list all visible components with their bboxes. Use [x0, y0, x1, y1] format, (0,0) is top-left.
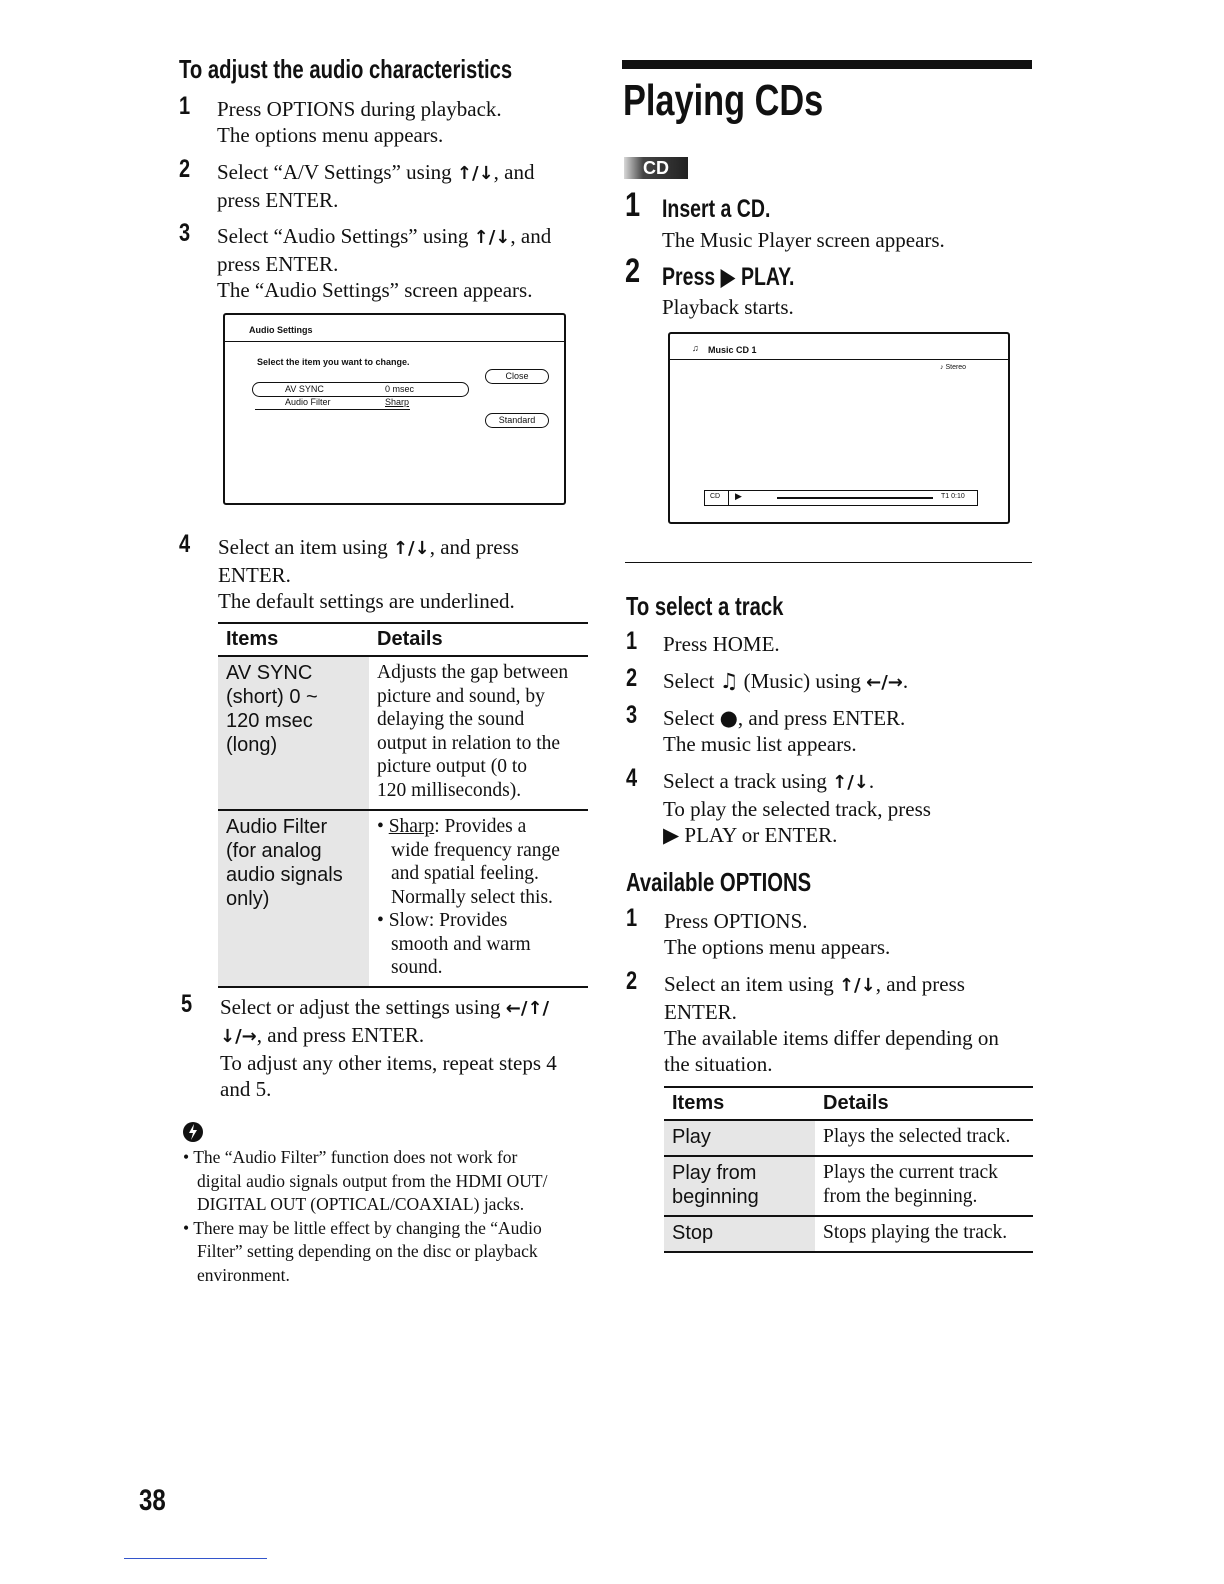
step-number: 3: [626, 701, 638, 729]
playback-bar: [704, 490, 978, 506]
table-item-cell: Play from beginning: [664, 1156, 815, 1216]
play-icon: ▶: [720, 262, 736, 291]
setting-value: Sharp: [385, 397, 410, 407]
play-icon: ▶: [663, 823, 680, 847]
table-row: [218, 810, 588, 987]
options-table: [664, 1086, 1033, 1253]
screen-title: Music CD 1: [708, 345, 757, 355]
step-number: 2: [626, 664, 638, 692]
audio-settings-screen: [223, 313, 566, 505]
step-text: Press HOME.: [663, 632, 780, 656]
table-row: [664, 1216, 1033, 1252]
step-number: 3: [179, 219, 191, 247]
stereo-indicator: ♪ Stereo: [940, 364, 967, 371]
section-heading-select-track: To select a track: [626, 591, 784, 621]
section-heading-audio: To adjust the audio characteristics: [179, 54, 513, 84]
step-number: 1: [179, 92, 191, 120]
table-detail-cell: Plays the selected track.: [815, 1120, 1033, 1156]
table-detail-cell: Stops playing the track.: [815, 1216, 1033, 1252]
footer-rule: [124, 1558, 267, 1559]
cd-label: CD: [710, 493, 721, 500]
table-item-cell: Audio Filter (for analog audio signals only): [218, 810, 369, 987]
page-title: Playing CDs: [623, 76, 824, 125]
table-header: Items: [218, 623, 369, 656]
step-text: Press OPTIONS. The options menu appears.: [664, 909, 891, 959]
hint-icon: [181, 1120, 205, 1149]
step-text: Select an item using ↑/↓, and press ENTER. The available items differ depending on the situation.: [664, 972, 999, 1076]
page-number: 38: [139, 1484, 166, 1517]
table-header: Details: [815, 1087, 1033, 1120]
section-divider: [625, 562, 1032, 563]
table-header: Details: [369, 623, 588, 656]
step-text: Press OPTIONS during playback. The options menu appears.: [217, 97, 502, 147]
table-row: [664, 1156, 1033, 1216]
step-heading: Insert a CD.: [662, 195, 771, 223]
music-player-screen: [668, 332, 1010, 524]
step-number: 4: [179, 530, 191, 558]
section-heading-options: Available OPTIONS: [626, 867, 812, 897]
time-display: T1 0:10: [941, 493, 965, 500]
standard-button[interactable]: Standard: [485, 413, 549, 428]
step-number: 5: [181, 990, 193, 1018]
music-note-icon: ♫: [692, 343, 699, 353]
setting-label: Audio Filter: [285, 397, 331, 407]
step-number: 1: [626, 627, 638, 655]
table-row: [664, 1120, 1033, 1156]
step-number: 4: [626, 764, 638, 792]
title-bar: [622, 60, 1032, 69]
step-text: The Music Player screen appears.: [662, 228, 945, 252]
step-number: 1: [625, 186, 641, 224]
up-down-arrow-icon: ↑/↓: [456, 163, 494, 184]
screen-prompt: Select the item you want to change.: [257, 357, 410, 367]
table-row: [218, 656, 588, 810]
table-detail-cell: • Sharp: Provides a wide frequency range and spatial feeling. Normally select this. • Slow: Provides smooth and warm sound.: [369, 810, 588, 987]
left-right-arrow-icon: ←/→: [866, 672, 903, 693]
step-heading: Press ▶ PLAY.: [662, 262, 795, 291]
up-down-arrow-icon: ↑/↓: [838, 975, 876, 996]
step-text: Select a track using ↑/↓. To play the selected track, press ▶ PLAY or ENTER.: [663, 769, 931, 847]
up-down-arrow-icon: ↑/↓: [832, 772, 869, 793]
notes-list: • The “Audio Filter” function does not work for digital audio signals output from the HDMI OUT/ DIGITAL OUT (OPTICAL/COAXIAL) jacks. • There may be little effect by changing the “Audio Filter” setting depending on the disc or playback environment.: [183, 1146, 593, 1287]
table-item-cell: Play: [664, 1120, 815, 1156]
arrow-keys-icon: ↓/→: [220, 1026, 257, 1047]
setting-label: AV SYNC: [285, 384, 324, 394]
table-header: Items: [664, 1087, 815, 1120]
step-text: Select “Audio Settings” using ↑/↓, and press ENTER. The “Audio Settings” screen appears.: [217, 224, 552, 302]
step-number: 2: [625, 252, 641, 290]
setting-value: 0 msec: [385, 384, 415, 394]
table-detail-cell: Plays the current track from the beginning.: [815, 1156, 1033, 1216]
note-item: • The “Audio Filter” function does not work for: [183, 1147, 518, 1167]
arrow-keys-icon: ←/↑/: [505, 998, 550, 1019]
step-number: 2: [179, 155, 191, 183]
close-button[interactable]: Close: [485, 369, 549, 384]
step-text: Select ♫ (Music) using ←/→.: [663, 669, 909, 693]
music-icon: ♫: [719, 669, 739, 693]
audio-settings-table: [218, 622, 588, 988]
step-text: Select “A/V Settings” using ↑/↓, and press ENTER.: [217, 160, 535, 212]
note-item: • There may be little effect by changing the “Audio: [183, 1217, 542, 1238]
cd-badge: CD: [624, 157, 688, 179]
up-down-arrow-icon: ↑/↓: [392, 538, 430, 559]
progress-track: [777, 497, 933, 499]
table-item-cell: Stop: [664, 1216, 815, 1252]
disc-icon: ●: [719, 706, 738, 730]
step-text: Select an item using ↑/↓, and press ENTER. The default settings are underlined.: [218, 535, 519, 613]
step-text: Select or adjust the settings using ←/↑/ ↓/→, and press ENTER. To adjust any other items, repeat steps 4 and 5.: [220, 995, 557, 1101]
step-text: Select ●, and press ENTER. The music list appears.: [663, 706, 906, 756]
table-detail-cell: Adjusts the gap between picture and sound, by delaying the sound output in relation to the picture output (0 to 120 milliseconds).: [369, 656, 588, 810]
step-number: 1: [626, 904, 638, 932]
play-status-icon: ▶: [735, 491, 742, 501]
step-number: 2: [626, 967, 638, 995]
up-down-arrow-icon: ↑/↓: [473, 227, 511, 248]
table-item-cell: AV SYNC (short) 0 ~ 120 msec (long): [218, 656, 369, 810]
speaker-icon: ♪: [940, 364, 944, 371]
step-text: Playback starts.: [662, 295, 794, 319]
screen-title: Audio Settings: [249, 325, 313, 335]
